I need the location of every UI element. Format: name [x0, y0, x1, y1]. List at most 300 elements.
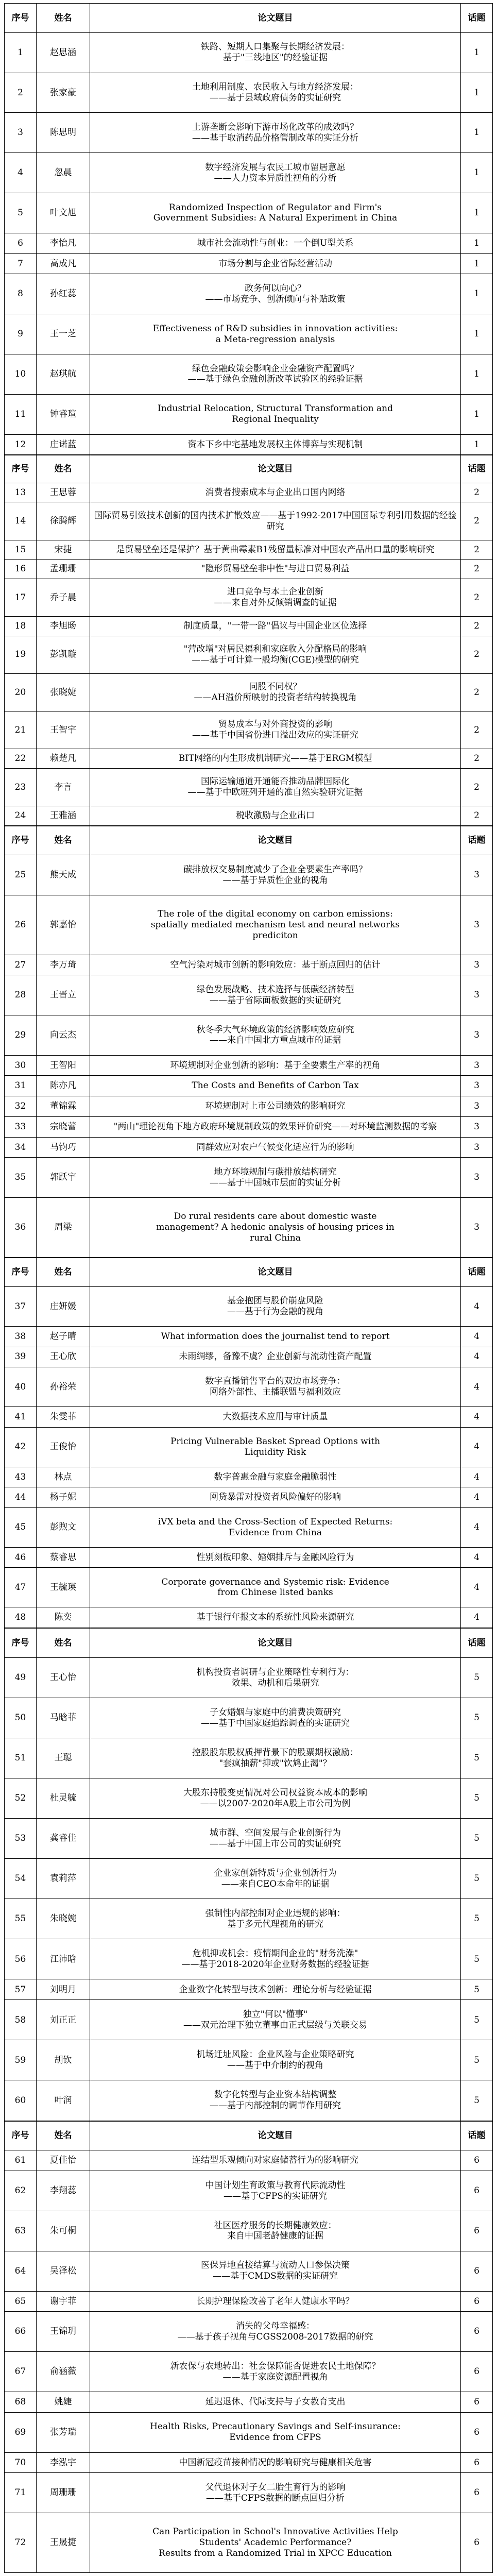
title-cell: 机场迁址风险：企业风险与企业策略研究 ——基于中介制约的视角 [90, 2040, 461, 2080]
table-row [5, 975, 493, 1015]
title-cell: 税收激励与企业出口 [90, 806, 461, 826]
topic-cell: 6 [461, 2150, 493, 2171]
name-cell: 李翔蕊 [37, 2171, 90, 2211]
seq-cell: 4 [5, 153, 37, 193]
table-row [5, 579, 493, 616]
name-cell: 陈亦凡 [37, 1076, 90, 1096]
table-row [5, 1287, 493, 1327]
seq-cell: 40 [5, 1367, 37, 1407]
seq-cell: 6 [5, 233, 37, 253]
topic-cell: 4 [461, 1568, 493, 1607]
name-cell: 江沛晗 [37, 1939, 90, 1979]
header-title: 论文题目 [90, 2121, 461, 2150]
title-cell: 医保异地直接结算与流动人口参保决策 ——基于CMDS数据的实证研究 [90, 2251, 461, 2291]
name-cell: 孙红蕊 [37, 274, 90, 314]
title-cell: 国际贸易引致技术创新的国内技术扩散效应——基于1992-2017中国国际专利引用数据的经验研究 [90, 502, 461, 540]
name-cell: 张晓婕 [37, 673, 90, 711]
topic-cell: 3 [461, 855, 493, 895]
seq-cell: 17 [5, 579, 37, 616]
section-5 [4, 1628, 493, 2121]
topic-cell: 2 [461, 749, 493, 769]
seq-cell: 60 [5, 2080, 37, 2121]
seq-cell: 35 [5, 1158, 37, 1198]
header-seq: 序号 [5, 1629, 37, 1658]
seq-cell: 7 [5, 253, 37, 274]
topic-table [4, 1628, 493, 2121]
table-row [5, 1738, 493, 1778]
header-title: 论文题目 [90, 1629, 461, 1658]
header-topic: 话题 [461, 826, 493, 855]
title-cell: What information does the journalist tend to report [90, 1327, 461, 1347]
topic-cell: 2 [461, 768, 493, 806]
title-cell: 环境规制对上市公司绩效的影响研究 [90, 1096, 461, 1117]
section-1 [4, 3, 493, 455]
name-cell: 王智阳 [37, 1055, 90, 1076]
seq-cell: 13 [5, 483, 37, 502]
table-row [5, 1607, 493, 1628]
seq-cell: 8 [5, 274, 37, 314]
seq-cell: 61 [5, 2150, 37, 2171]
name-cell: 郭跃宇 [37, 1158, 90, 1198]
title-cell: 空气污染对城市创新的影响效应：基于断点回归的估计 [90, 955, 461, 975]
seq-cell: 33 [5, 1116, 37, 1137]
table-row [5, 768, 493, 806]
title-cell: 数字直播销售平台的双边市场竞争： 网络外部性、主播联盟与福利效应 [90, 1367, 461, 1407]
table-row [5, 2291, 493, 2312]
topic-cell: 6 [461, 2211, 493, 2251]
title-cell: Can Participation in School's Innovative Activities Help Students' Academic Performance? Results from a Randomized Trial in XPCC Education [90, 2513, 461, 2573]
name-cell: 陈思明 [37, 113, 90, 153]
title-cell: 子女婚姻与家庭中的消费决策研究 ——基于中国家庭追踪调查的实证研究 [90, 1698, 461, 1738]
seq-cell: 30 [5, 1055, 37, 1076]
seq-cell: 32 [5, 1096, 37, 1117]
seq-cell: 68 [5, 2392, 37, 2412]
seq-cell: 57 [5, 1979, 37, 2000]
title-cell: iVX beta and the Cross-Section of Expected Returns: Evidence from China [90, 1507, 461, 1547]
name-cell: 夏佳怡 [37, 2150, 90, 2171]
header-title: 论文题目 [90, 4, 461, 33]
topic-cell: 5 [461, 2080, 493, 2121]
table-row [5, 2452, 493, 2473]
name-cell: 周梁 [37, 1198, 90, 1258]
name-cell: 王聪 [37, 1738, 90, 1778]
header-title: 论文题目 [90, 455, 461, 483]
seq-cell: 44 [5, 1487, 37, 1507]
seq-cell: 31 [5, 1076, 37, 1096]
name-cell: 向云杰 [37, 1015, 90, 1056]
seq-cell: 66 [5, 2312, 37, 2352]
topic-table [4, 826, 493, 1258]
title-cell: Health Risks, Precautionary Savings and Self-insurance: Evidence from CFPS [90, 2412, 461, 2452]
name-cell: 董锦霖 [37, 1096, 90, 1117]
title-cell: 父代退休对子女二胎生育行为的影响 ——基于CFPS数据的断点回归分析 [90, 2473, 461, 2513]
table-row [5, 1327, 493, 1347]
title-cell: 中国新冠疫苗接种情况的影响研究与健康相关危害 [90, 2452, 461, 2473]
name-cell: 杜灵毓 [37, 1778, 90, 1819]
name-cell: 陈奕 [37, 1607, 90, 1628]
title-cell: 机构投资者调研与企业策略性专利行为： 效果、动机和后果研究 [90, 1658, 461, 1698]
name-cell: 王智宇 [37, 711, 90, 749]
title-cell: 大数据技术应用与审计质量 [90, 1407, 461, 1427]
topic-cell: 2 [461, 636, 493, 673]
seq-cell: 36 [5, 1198, 37, 1258]
seq-cell: 5 [5, 193, 37, 233]
table-row [5, 1015, 493, 1056]
name-cell: 赵思涵 [37, 32, 90, 73]
topic-cell: 4 [461, 1427, 493, 1467]
name-cell: 忽晨 [37, 153, 90, 193]
topic-cell: 5 [461, 1859, 493, 1899]
topic-cell: 6 [461, 2473, 493, 2513]
seq-cell: 27 [5, 955, 37, 975]
table-row [5, 955, 493, 975]
seq-cell: 56 [5, 1939, 37, 1979]
title-cell: Industrial Relocation, Structural Transformation and Regional Inequality [90, 394, 461, 434]
topic-cell: 5 [461, 1658, 493, 1698]
table-row [5, 2251, 493, 2291]
seq-cell: 2 [5, 73, 37, 113]
name-cell: 钟睿瑄 [37, 394, 90, 434]
name-cell: 刘明月 [37, 1979, 90, 2000]
title-cell: 延迟退休、代际支持与子女教育支出 [90, 2392, 461, 2412]
seq-cell: 72 [5, 2513, 37, 2573]
name-cell: 张家豪 [37, 73, 90, 113]
topic-cell: 4 [461, 1607, 493, 1628]
seq-cell: 71 [5, 2473, 37, 2513]
name-cell: 高成凡 [37, 253, 90, 274]
name-cell: 李旭旸 [37, 617, 90, 636]
title-cell: "营改增"对居民福利和家庭收入分配格局的影响 ——基于可计算一般均衡(CGE)模型的研究 [90, 636, 461, 673]
seq-cell: 64 [5, 2251, 37, 2291]
name-cell: 郭嘉怡 [37, 895, 90, 955]
header-seq: 序号 [5, 2121, 37, 2150]
topic-cell: 4 [461, 1287, 493, 1327]
title-cell: 数字化转型与企业资本结构调整 ——基于内部控制的调节作用研究 [90, 2080, 461, 2121]
name-cell: 宗晓蕾 [37, 1116, 90, 1137]
name-cell: 王心怡 [37, 1658, 90, 1698]
topic-cell: 1 [461, 233, 493, 253]
topic-cell: 4 [461, 1487, 493, 1507]
name-cell: 吴泽松 [37, 2251, 90, 2291]
header-name: 姓名 [37, 2121, 90, 2150]
seq-cell: 45 [5, 1507, 37, 1547]
name-cell: 叶文旭 [37, 193, 90, 233]
table-row [5, 434, 493, 455]
title-cell: 大股东持股变更情况对公司权益资本成本的影响 ——以2007-2020年A股上市公司为例 [90, 1778, 461, 1819]
table-row [5, 1158, 493, 1198]
header-topic: 话题 [461, 2121, 493, 2150]
seq-cell: 46 [5, 1547, 37, 1567]
title-cell: 贸易成本与对外商投资的影响 ——基于中国省份进口溢出效应的实证研究 [90, 711, 461, 749]
topic-cell: 6 [461, 2312, 493, 2352]
topic-cell: 1 [461, 73, 493, 113]
table-row [5, 749, 493, 769]
topic-cell: 3 [461, 895, 493, 955]
header-topic: 话题 [461, 1258, 493, 1286]
section-6 [4, 2121, 493, 2573]
name-cell: 王雅涵 [37, 806, 90, 826]
topic-cell: 6 [461, 2291, 493, 2312]
title-cell: 同群效应对农户气候变化适应行为的影响 [90, 1137, 461, 1158]
topic-cell: 2 [461, 711, 493, 749]
topic-cell: 6 [461, 2412, 493, 2452]
title-cell: 城市群、空间发展与企业创新行为 ——基于中国上市公司的实证研究 [90, 1819, 461, 1859]
topic-cell: 6 [461, 2171, 493, 2211]
title-cell: 土地利用制度、农民收入与地方经济发展： ——基于县域政府债务的实证研究 [90, 73, 461, 113]
topic-cell: 4 [461, 1367, 493, 1407]
topic-cell: 3 [461, 1198, 493, 1258]
topic-cell: 5 [461, 1698, 493, 1738]
table-row [5, 617, 493, 636]
title-cell: 未雨绸缪，备豫不虞？企业创新与流动性资产配置 [90, 1347, 461, 1367]
seq-cell: 12 [5, 434, 37, 455]
name-cell: 马钧巧 [37, 1137, 90, 1158]
seq-cell: 9 [5, 314, 37, 354]
table-row [5, 2040, 493, 2080]
header-row [5, 2121, 493, 2150]
name-cell: 王毓瑛 [37, 1568, 90, 1607]
name-cell: 王心欣 [37, 1347, 90, 1367]
topic-cell: 6 [461, 2513, 493, 2573]
seq-cell: 21 [5, 711, 37, 749]
table-row [5, 394, 493, 434]
topic-cell: 2 [461, 540, 493, 560]
name-cell: 彭凯璇 [37, 636, 90, 673]
title-cell: 制度质量，"一带一路"倡议与中国企业区位选择 [90, 617, 461, 636]
topic-cell: 3 [461, 1137, 493, 1158]
name-cell: 王晟捷 [37, 2513, 90, 2573]
topic-cell: 1 [461, 113, 493, 153]
name-cell: 朱雯菲 [37, 1407, 90, 1427]
table-row [5, 2392, 493, 2412]
header-name: 姓名 [37, 826, 90, 855]
title-cell: 控股股东股权质押背景下的股票期权激励： "套疯抽薪"抑或"饮鸩止渴"？ [90, 1738, 461, 1778]
header-row [5, 1629, 493, 1658]
title-cell: 数字经济发展与农民工城市留居意愿 ——人力资本异质性视角的分析 [90, 153, 461, 193]
topic-cell: 5 [461, 2040, 493, 2080]
table-row [5, 1116, 493, 1137]
seq-cell: 65 [5, 2291, 37, 2312]
seq-cell: 18 [5, 617, 37, 636]
seq-cell: 26 [5, 895, 37, 955]
header-name: 姓名 [37, 4, 90, 33]
name-cell: 俞涵薇 [37, 2352, 90, 2392]
title-cell: 连结型乐观倾向对家庭储蓄行为的影响研究 [90, 2150, 461, 2171]
table-row [5, 233, 493, 253]
title-cell: 长期护理保险改善了老年人健康水平吗？ [90, 2291, 461, 2312]
name-cell: 胡钦 [37, 2040, 90, 2080]
title-cell: 独立"何以"懂事" ——双元治理下独立董事由正式层级与关联交易 [90, 2000, 461, 2040]
table-row [5, 153, 493, 193]
title-cell: 铁路、短期人口集聚与长期经济发展： 基于"三线地区"的经验证据 [90, 32, 461, 73]
topic-cell: 5 [461, 1939, 493, 1979]
table-row [5, 1979, 493, 2000]
header-row [5, 4, 493, 33]
topic-cell: 6 [461, 2352, 493, 2392]
topic-cell: 2 [461, 560, 493, 579]
topic-cell: 5 [461, 1778, 493, 1819]
seq-cell: 14 [5, 502, 37, 540]
name-cell: 赖楚凡 [37, 749, 90, 769]
topic-cell: 3 [461, 1015, 493, 1056]
title-cell: 危机抑或机会：疫情期间企业的"财务洗澡" ——基于2018-2020年企业财务数据的经验证据 [90, 1939, 461, 1979]
seq-cell: 53 [5, 1819, 37, 1859]
seq-cell: 51 [5, 1738, 37, 1778]
name-cell: 刘正正 [37, 2000, 90, 2040]
name-cell: 蔡睿思 [37, 1547, 90, 1567]
table-row [5, 855, 493, 895]
title-cell: BIT网络的内生形成机制研究——基于ERGM模型 [90, 749, 461, 769]
table-row [5, 806, 493, 826]
table-row [5, 1819, 493, 1859]
title-cell: 同股不同权？ ——AH溢价所映射的投资者结构转换视角 [90, 673, 461, 711]
table-row [5, 1859, 493, 1899]
name-cell: 袁莉萍 [37, 1859, 90, 1899]
topic-cell: 1 [461, 354, 493, 394]
topic-cell: 1 [461, 193, 493, 233]
name-cell: 李言 [37, 768, 90, 806]
topic-cell: 2 [461, 579, 493, 616]
header-topic: 话题 [461, 1629, 493, 1658]
table-row [5, 2312, 493, 2352]
table-row [5, 1698, 493, 1738]
seq-cell: 41 [5, 1407, 37, 1427]
table-row [5, 1939, 493, 1979]
topic-cell: 2 [461, 673, 493, 711]
name-cell: 王思蓉 [37, 483, 90, 502]
name-cell: 杨子妮 [37, 1487, 90, 1507]
topic-table [4, 455, 493, 825]
section-2 [4, 455, 493, 825]
topic-cell: 4 [461, 1467, 493, 1487]
name-cell: 朱晓婉 [37, 1899, 90, 1939]
header-name: 姓名 [37, 1258, 90, 1286]
section-4 [4, 1258, 493, 1628]
seq-cell: 69 [5, 2412, 37, 2452]
header-seq: 序号 [5, 1258, 37, 1286]
title-cell: The Costs and Benefits of Carbon Tax [90, 1076, 461, 1096]
title-cell: 消失的父母幸福感： ——基于孩子视角与CGSS2008-2017数据的研究 [90, 2312, 461, 2352]
name-cell: 王一芝 [37, 314, 90, 354]
title-cell: 基于银行年报文本的系统性风险来源研究 [90, 1607, 461, 1628]
title-cell: 消费者搜索成本与企业出口国内网络 [90, 483, 461, 502]
topic-cell: 5 [461, 1819, 493, 1859]
topic-cell: 6 [461, 2392, 493, 2412]
table-row [5, 1547, 493, 1567]
title-cell: 资本下乡中宅基地发展权主体博弈与实现机制 [90, 434, 461, 455]
table-row [5, 1407, 493, 1427]
title-cell: "两山"理论视角下地方政府环境规制政策的效果评价研究——对环境监测数据的考察 [90, 1116, 461, 1137]
topic-cell: 5 [461, 1738, 493, 1778]
table-row [5, 1658, 493, 1698]
table-row [5, 1427, 493, 1467]
title-cell: 基金抱团与股价崩盘风险 ——基于行为金融的视角 [90, 1287, 461, 1327]
name-cell: 王锦玥 [37, 2312, 90, 2352]
seq-cell: 29 [5, 1015, 37, 1056]
seq-cell: 54 [5, 1859, 37, 1899]
table-row [5, 1568, 493, 1607]
table-row [5, 2513, 493, 2573]
table-row [5, 2080, 493, 2121]
title-cell: 碳排放权交易制度减少了企业全要素生产率吗？ ——基于异质性企业的视角 [90, 855, 461, 895]
name-cell: 徐腾辉 [37, 502, 90, 540]
title-cell: Pricing Vulnerable Basket Spread Options with Liquidity Risk [90, 1427, 461, 1467]
seq-cell: 39 [5, 1347, 37, 1367]
topic-table [4, 3, 493, 455]
table-row [5, 253, 493, 274]
name-cell: 朱可桐 [37, 2211, 90, 2251]
topic-cell: 1 [461, 274, 493, 314]
name-cell: 乔子晨 [37, 579, 90, 616]
seq-cell: 11 [5, 394, 37, 434]
header-row [5, 1258, 493, 1286]
table-row [5, 314, 493, 354]
table-row [5, 2000, 493, 2040]
seq-cell: 15 [5, 540, 37, 560]
title-cell: 进口竞争与本土企业创新 ——来自对外反倾销调查的证据 [90, 579, 461, 616]
name-cell: 王俊怡 [37, 1427, 90, 1467]
seq-cell: 3 [5, 113, 37, 153]
name-cell: 马晗菲 [37, 1698, 90, 1738]
table-row [5, 1096, 493, 1117]
topic-cell: 5 [461, 1979, 493, 2000]
table-row [5, 636, 493, 673]
header-title: 论文题目 [90, 826, 461, 855]
seq-cell: 16 [5, 560, 37, 579]
name-cell: 熊天成 [37, 855, 90, 895]
table-row [5, 711, 493, 749]
title-cell: "隐形贸易壁垒非中性"与进口贸易利益 [90, 560, 461, 579]
name-cell: 赵子晴 [37, 1327, 90, 1347]
seq-cell: 50 [5, 1698, 37, 1738]
header-name: 姓名 [37, 1629, 90, 1658]
table-row [5, 1507, 493, 1547]
seq-cell: 49 [5, 1658, 37, 1698]
topic-cell: 4 [461, 1327, 493, 1347]
seq-cell: 38 [5, 1327, 37, 1347]
topic-table [4, 2121, 493, 2573]
seq-cell: 34 [5, 1137, 37, 1158]
title-cell: 网贷暴雷对投资者风险偏好的影响 [90, 1487, 461, 1507]
title-cell: The role of the digital economy on carbon emissions: spatially mediated mechanism test and neural networks prediciton [90, 895, 461, 955]
seq-cell: 59 [5, 2040, 37, 2080]
table-row [5, 1347, 493, 1367]
title-cell: 上游垄断会影响下游市场化改革的成效吗？ ——基于取消药品价格管制改革的实证分析 [90, 113, 461, 153]
topic-cell: 1 [461, 253, 493, 274]
header-topic: 话题 [461, 4, 493, 33]
title-cell: 中国计划生育政策与教育代际流动性 ——基于CFPS的实证研究 [90, 2171, 461, 2211]
name-cell: 张芳瑞 [37, 2412, 90, 2452]
header-topic: 话题 [461, 455, 493, 483]
section-3 [4, 826, 493, 1258]
seq-cell: 42 [5, 1427, 37, 1467]
topic-cell: 5 [461, 1899, 493, 1939]
seq-cell: 52 [5, 1778, 37, 1819]
table-row [5, 560, 493, 579]
title-cell: 国际运输通道开通能否推动品牌国际化 ——基于中欧班列开通的准自然实验研究证据 [90, 768, 461, 806]
seq-cell: 22 [5, 749, 37, 769]
name-cell: 李万琦 [37, 955, 90, 975]
seq-cell: 58 [5, 2000, 37, 2040]
topic-cell: 1 [461, 314, 493, 354]
header-seq: 序号 [5, 455, 37, 483]
table-row [5, 274, 493, 314]
table-row [5, 2211, 493, 2251]
topic-cell: 1 [461, 394, 493, 434]
seq-cell: 10 [5, 354, 37, 394]
table-row [5, 1137, 493, 1158]
table-row [5, 2150, 493, 2171]
